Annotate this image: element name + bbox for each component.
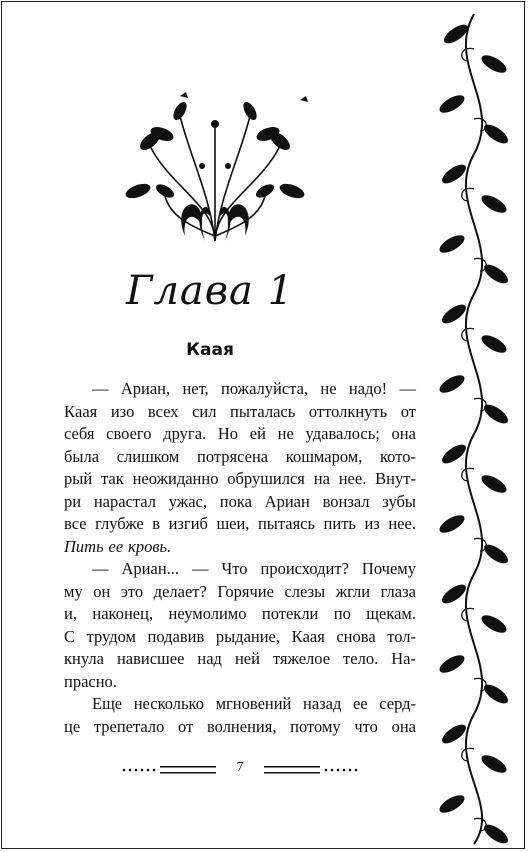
word: — [92,379,109,398]
word: Почему [361,559,416,578]
word: трудом [86,626,136,646]
word: глаза [380,581,416,601]
word: потому [290,716,341,736]
word: он [93,581,111,601]
word: Пить [64,536,104,556]
word: кнула [64,649,104,668]
text-line [64,423,416,446]
word: Ариан, [120,379,171,398]
word: потекли [261,604,319,623]
word: ри [64,491,82,511]
word: нарастал [93,491,157,511]
word: Еще [92,694,123,713]
word: на [313,469,330,488]
word: изгиб [168,514,208,533]
word: подавив [147,626,205,646]
word: рыдание, [215,626,281,646]
text-line [64,401,416,424]
word: слишком [116,446,180,466]
word: жгли [335,581,371,601]
word: изо [110,401,135,421]
word: кото- [380,446,416,466]
word: так [101,469,124,488]
word: трепетало [93,716,165,736]
word: и, [64,604,77,623]
text-line [64,468,416,491]
word: не [320,379,337,398]
word: нет, [182,379,209,398]
word: прасно. [64,671,117,691]
word: делает? [153,581,207,601]
word: все [64,514,87,533]
text-line [64,603,416,626]
word: по [333,604,351,623]
text-line [64,716,416,739]
text-line [64,626,416,649]
word: кровь. [128,536,172,556]
word: пытаясь [257,514,316,533]
chapter-title: Глава 1 [125,268,295,314]
word: друга. [163,424,207,443]
word: — [192,559,209,578]
word: ей [249,424,266,443]
word: пожалуйста, [221,379,309,398]
text-line [64,378,416,401]
word: оттолкнуть [308,401,388,421]
page-number: 7 [236,760,244,775]
word: удавалось; [305,424,380,443]
word: тело. [343,649,379,668]
word: му [64,581,83,601]
word: пить [323,514,356,533]
floral-ornament [110,86,320,246]
word: она [391,716,416,736]
text-line [64,581,416,604]
word: нависшее [116,649,185,668]
word: Но [217,424,239,443]
word: происходит? [260,559,349,578]
word: Что [221,559,248,578]
word: волнения, [206,716,277,736]
word: Внут- [375,469,416,488]
word: тол- [387,626,416,646]
word: глубже [95,514,144,533]
word: что [354,716,378,736]
word: нее. [338,469,367,488]
word: — [92,559,109,578]
word: кошмаром, [285,446,363,466]
word: щекам. [366,604,416,623]
text-line [64,693,416,716]
word: не [277,424,294,443]
word: Ариан... [121,559,180,578]
word: своего [106,424,152,443]
word: нее. [388,514,416,533]
text-line [64,558,416,581]
word: сил [192,401,217,421]
vine-border-decoration [426,4,522,848]
word: зубы [382,491,416,511]
word: это [120,581,144,601]
word: наконец, [92,604,154,623]
word: ее [352,694,368,713]
word: в [152,514,161,533]
word: На- [391,649,416,668]
word: ее [108,536,124,556]
word: над [197,649,222,668]
word: от [178,716,194,736]
word: Горячие [217,581,274,601]
word: ужас, [168,491,207,511]
word: ней [234,649,260,668]
section-title: Кaaя [186,340,234,360]
word: пыталась [230,401,296,421]
text-line [64,536,416,559]
word: потрясена [197,446,269,466]
word: снова [336,626,376,646]
word: неожиданно [132,469,219,488]
word: неумолимо [168,604,247,623]
word: она [391,424,416,443]
word: была [64,446,100,466]
word: от [400,401,416,421]
word: рый [64,469,93,488]
word: всех [147,401,179,421]
word: Ариан [264,491,310,511]
word: серд- [379,694,416,713]
word: обрушился [227,469,305,488]
word: вонзал [322,491,370,511]
word: — [399,379,416,398]
word: шеи, [216,514,250,533]
word: из [364,514,380,533]
word: пока [219,491,252,511]
text-line [64,671,416,694]
word: несколько [133,694,204,713]
word: Кaaя [64,401,98,421]
text-line [64,491,416,514]
text-line [64,446,416,469]
page-footer [120,760,360,780]
text-line [64,513,416,536]
word: надо! [348,379,388,398]
word: це [64,716,81,736]
word: себя [64,424,95,443]
word: слезы [284,581,326,601]
word: мгновений [215,694,292,713]
word: назад [302,694,342,713]
word: тяжелое [272,649,331,668]
word: Кaaя [291,626,325,646]
text-line [64,648,416,671]
word: С [64,626,76,646]
body-text [64,378,416,738]
